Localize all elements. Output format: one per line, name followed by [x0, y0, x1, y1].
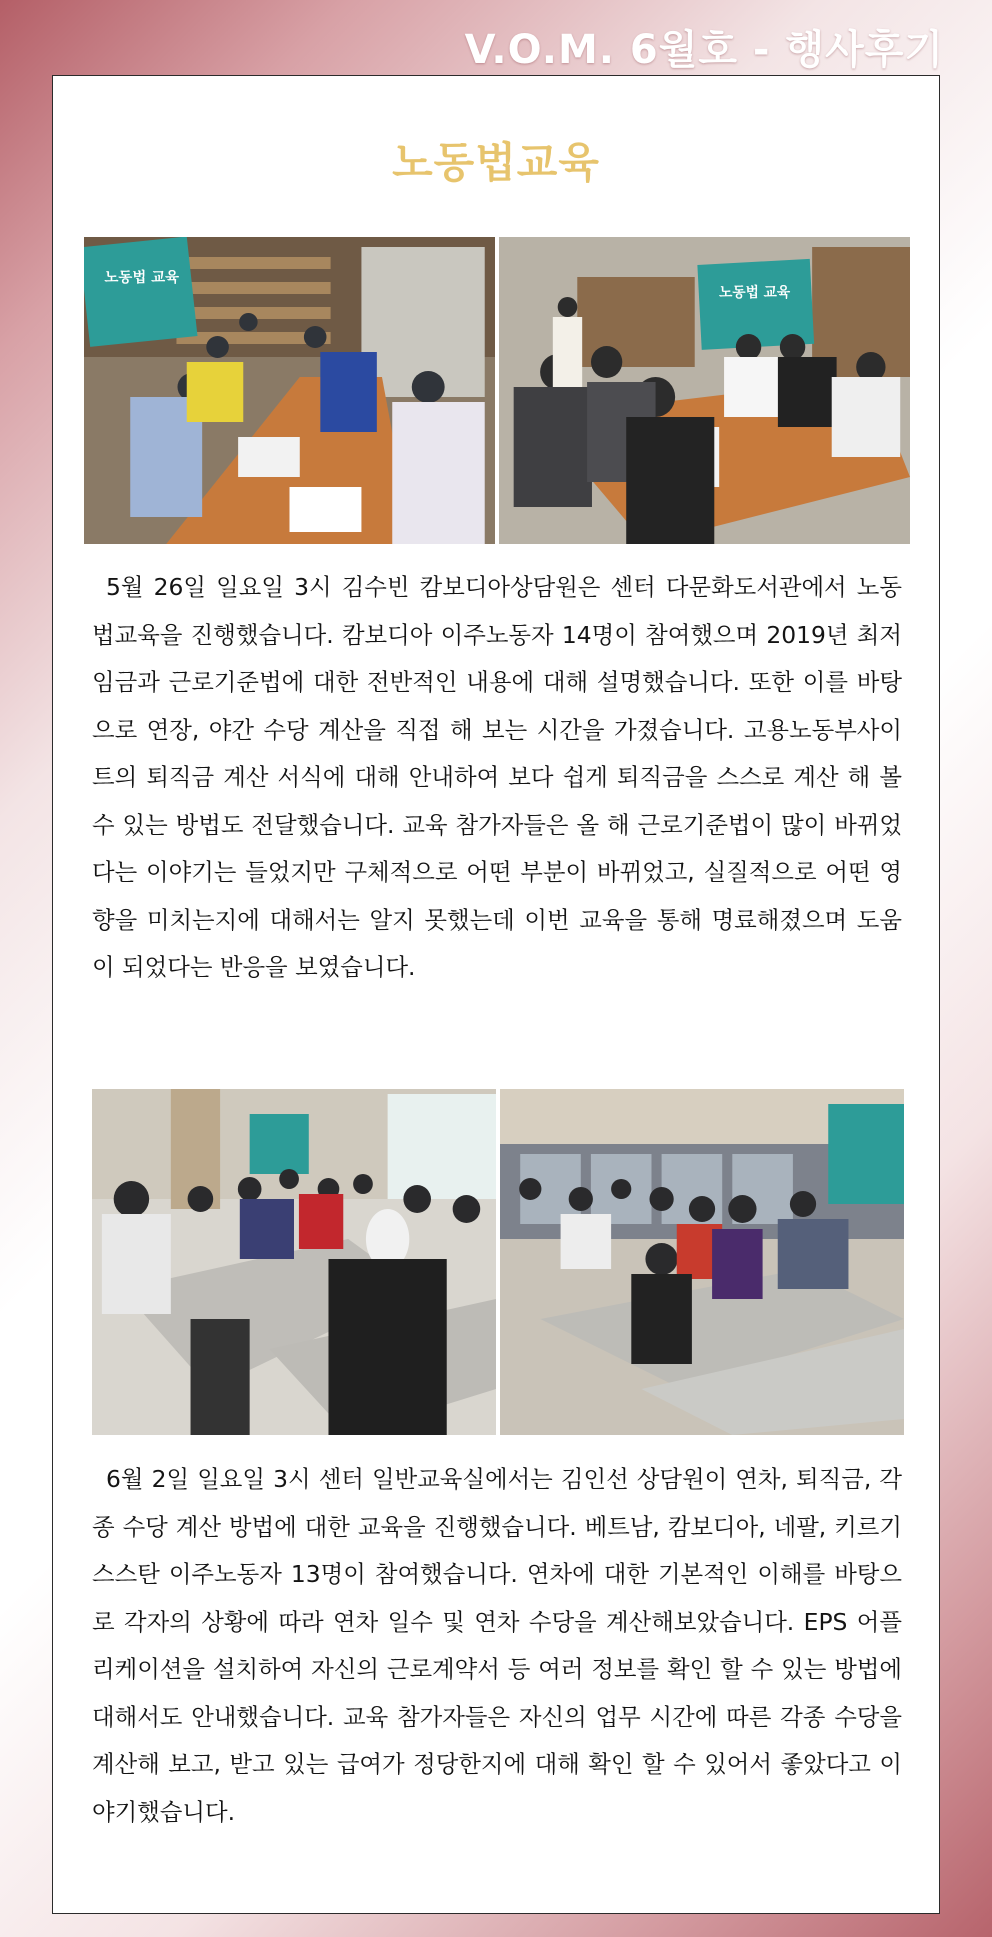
photo-library-session-2	[499, 237, 910, 544]
top-photo-row	[84, 237, 910, 544]
bottom-photo-row	[92, 1089, 904, 1435]
paragraph-second: 6월 2일 일요일 3시 센터 일반교육실에서는 김인선 상담원이 연차, 퇴직금, 각종 수당 계산 방법에 대한 교육을 진행했습니다. 베트남, 캄보디아, 네팔, 키르기스스탄 이주노동자 13명이 참여했습니다. 연차에 대한 기본적인 이해를 바탕으로 각자의 상황에 따라 연차 일수 및 연차 수당을 계산해보았습니다. EPS 어플리케이션을 설치하여 자신의 근로계약서 등 여러 정보를 확인 할 수 있는 방법에 대해서도 안내했습니다. 교육 참가자들은 자신의 업무 시간에 따른 각종 수당을 계산해 보고, 받고 있는 급여가 정당한지에 대해 확인 할 수 있어서 좋았다고 이야기했습니다.	[92, 1465, 902, 1826]
banner-text-left: 노동법 교육	[104, 270, 180, 286]
section-title: 노동법교육	[392, 138, 600, 187]
banner-text-right: 노동법 교육	[719, 284, 791, 302]
article-card	[52, 75, 940, 1914]
photo-classroom-session-1	[92, 1089, 496, 1435]
photo-library-session-1	[84, 237, 495, 544]
photo-classroom-session-2	[500, 1089, 904, 1435]
paragraph-first: 5월 26일 일요일 3시 김수빈 캄보디아상담원은 센터 다문화도서관에서 노동법교육을 진행했습니다. 캄보디아 이주노동자 14명이 참여했으며 2019년 최저임금과 근로기준법에 대한 전반적인 내용에 대해 설명했습니다. 또한 이를 바탕으로 연장, 야간 수당 계산을 직접 해 보는 시간을 가졌습니다. 고용노동부사이트의 퇴직금 계산 서식에 대해 안내하여 보다 쉽게 퇴직금을 스스로 계산 해 볼 수 있는 방법도 전달했습니다. 교육 참가자들은 올 해 근로기준법이 많이 바뀌었다는 이야기는 들었지만 구체적으로 어떤 부분이 바뀌었고, 실질적으로 어떤 영향을 미치는지에 대해서는 알지 못했는데 이번 교육을 통해 명료해졌으며 도움이 되었다는 반응을 보였습니다.	[92, 573, 902, 981]
page-header-title: V.O.M. 6월호 - 행사후기	[464, 27, 944, 73]
